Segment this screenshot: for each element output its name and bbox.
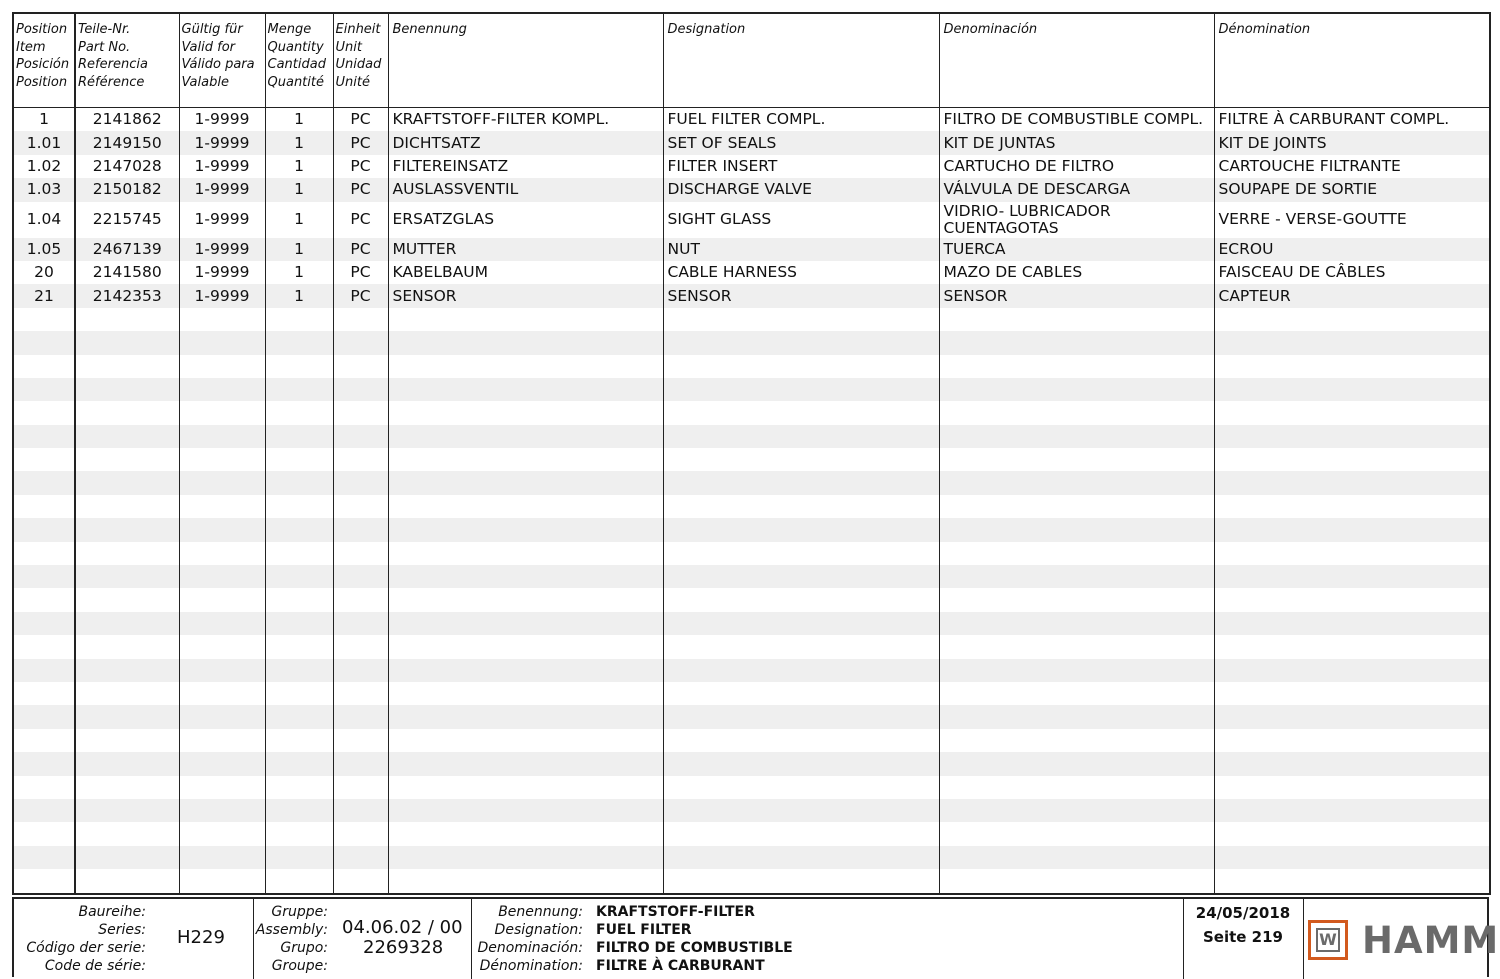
cell-unit: PC [333, 284, 388, 307]
cell-quantity: 1 [265, 238, 333, 261]
empty-row [13, 495, 1490, 518]
cell-valid-for: 1-9999 [179, 261, 265, 284]
cell-desc-es: KIT DE JUNTAS [939, 131, 1214, 154]
cell-position: 1.01 [13, 131, 75, 154]
col-header-en: Designation [663, 13, 939, 108]
cell-quantity: 1 [265, 108, 333, 132]
table-row [13, 238, 1490, 261]
page-number: Seite 219 [1203, 928, 1283, 946]
cell-position: 1.03 [13, 178, 75, 201]
cell-desc-en: CABLE HARNESS [663, 261, 939, 284]
logo-mark: W [1316, 928, 1340, 952]
col-header-de: Benennung [388, 13, 663, 108]
parts-rows [13, 108, 1490, 894]
cell-desc-de: DICHTSATZ [388, 131, 663, 154]
empty-row [13, 542, 1490, 565]
cell-part-no: 2149150 [75, 131, 179, 154]
cell-desc-en: SIGHT GLASS [663, 202, 939, 238]
table-row [13, 284, 1490, 307]
cell-desc-de: KABELBAUM [388, 261, 663, 284]
cell-desc-fr: CAPTEUR [1214, 284, 1490, 307]
col-header-unit: Einheit Unit Unidad Unité [333, 13, 388, 108]
series-labels: Baureihe: Series: Código der serie: Code de série: [26, 904, 146, 974]
cell-position: 1.04 [26, 210, 62, 229]
cell-part-no: 2215745 [75, 202, 179, 238]
table-row [13, 261, 1490, 284]
designation-cell [471, 899, 1183, 979]
cell-unit: PC [333, 131, 388, 154]
cell-desc-en: SENSOR [663, 284, 939, 307]
empty-row [13, 822, 1490, 845]
cell-desc-en: FILTER INSERT [663, 155, 939, 178]
empty-row [13, 682, 1490, 705]
series-value: H229 [177, 927, 225, 948]
empty-row [13, 705, 1490, 728]
cell-quantity: 1 [265, 178, 333, 201]
cell-position: 1.02 [26, 156, 62, 175]
cell-desc-es: VÁLVULA DE DESCARGA [939, 178, 1214, 201]
cell-desc-fr: VERRE - VERSE-GOUTTE [1214, 202, 1490, 238]
col-header-quantity: Menge Quantity Cantidad Quantité [265, 13, 333, 108]
group-cell [253, 899, 471, 979]
cell-valid-for: 1-9999 [179, 108, 265, 132]
empty-row [13, 378, 1490, 401]
empty-row [13, 752, 1490, 775]
empty-row [13, 729, 1490, 752]
empty-row [13, 471, 1490, 494]
cell-valid-for: 1-9999 [179, 131, 265, 154]
empty-row [13, 448, 1490, 471]
empty-row [13, 355, 1490, 378]
empty-row [13, 331, 1490, 354]
cell-position: 21 [13, 284, 75, 307]
parts-table [12, 12, 1491, 895]
empty-row [13, 612, 1490, 635]
empty-row [13, 869, 1490, 893]
hamm-logo-icon [1308, 920, 1348, 960]
cell-desc-fr: ECROU [1214, 238, 1490, 261]
cell-valid-for: 1-9999 [179, 155, 265, 178]
cell-valid-for: 1-9999 [179, 238, 265, 261]
cell-desc-de: MUTTER [388, 238, 663, 261]
empty-row [13, 565, 1490, 588]
col-header-fr: Dénomination [1214, 13, 1490, 108]
empty-row [13, 659, 1490, 682]
empty-row [13, 588, 1490, 611]
cell-desc-es: MAZO DE CABLES [939, 261, 1214, 284]
cell-desc-en: SET OF SEALS [663, 131, 939, 154]
cell-part-no: 2150182 [75, 178, 179, 201]
cell-unit: PC [333, 155, 388, 178]
table-row [13, 131, 1490, 154]
empty-row [13, 425, 1490, 448]
cell-desc-fr: CARTOUCHE FILTRANTE [1214, 155, 1490, 178]
series-cell [14, 899, 253, 979]
cell-desc-es: FILTRO DE COMBUSTIBLE COMPL. [939, 108, 1214, 132]
cell-valid-for: 1-9999 [179, 202, 265, 238]
cell-valid-for: 1-9999 [179, 284, 265, 307]
table-row [13, 202, 1490, 238]
col-header-position: Position Item Posición Position [13, 13, 75, 108]
cell-desc-es: CARTUCHO DE FILTRO [939, 155, 1214, 178]
cell-desc-de: SENSOR [388, 284, 663, 307]
cell-unit: PC [333, 178, 388, 201]
cell-desc-fr: KIT DE JOINTS [1214, 131, 1490, 154]
cell-desc-es: VIDRIO- LUBRICADOR CUENTAGOTAS [939, 202, 1214, 238]
logo-text: HAMM [1362, 919, 1500, 962]
cell-desc-fr: FILTRE À CARBURANT COMPL. [1214, 108, 1490, 132]
cell-valid-for: 1-9999 [179, 178, 265, 201]
cell-desc-fr: FAISCEAU DE CÂBLES [1214, 261, 1490, 284]
cell-part-no: 2141862 [75, 108, 179, 132]
col-header-es: Denominación [939, 13, 1214, 108]
cell-position: 1.05 [13, 238, 75, 261]
cell-desc-en: NUT [663, 238, 939, 261]
table-row [13, 108, 1490, 132]
cell-part-no: 2141580 [75, 261, 179, 284]
cell-desc-de: ERSATZGLAS [388, 202, 663, 238]
cell-position: 20 [34, 263, 54, 282]
col-header-part-no: Teile-Nr. Part No. Referencia Référence [75, 13, 179, 108]
cell-unit: PC [333, 261, 388, 284]
group-labels: Gruppe: Assembly: Grupo: Groupe: [255, 904, 328, 974]
assembly-value: 04.06.02 / 00 [342, 917, 463, 938]
cell-part-no: 2142353 [75, 284, 179, 307]
cell-desc-es: SENSOR [939, 284, 1214, 307]
empty-row [13, 635, 1490, 658]
empty-row [13, 518, 1490, 541]
empty-row [13, 401, 1490, 424]
cell-desc-en: FUEL FILTER COMPL. [663, 108, 939, 132]
cell-unit: PC [333, 108, 388, 132]
empty-row [13, 776, 1490, 799]
table-row [13, 178, 1490, 201]
empty-row [13, 799, 1490, 822]
designation-values: KRAFTSTOFF-FILTER FUEL FILTER FILTRO DE COMBUSTIBLE FILTRE À CARBURANT [596, 904, 793, 974]
cell-position: 1 [39, 110, 49, 129]
logo-cell [1303, 899, 1500, 979]
cell-quantity: 1 [265, 261, 333, 284]
cell-unit: PC [333, 202, 388, 238]
cell-quantity: 1 [265, 155, 333, 178]
cell-desc-es: TUERCA [939, 238, 1214, 261]
cell-desc-fr: SOUPAPE DE SORTIE [1214, 178, 1490, 201]
cell-quantity: 1 [265, 131, 333, 154]
cell-desc-en: DISCHARGE VALVE [663, 178, 939, 201]
col-header-valid-for: Gültig für Valid for Válido para Valable [179, 13, 265, 108]
cell-part-no: 2467139 [75, 238, 179, 261]
empty-row [13, 846, 1490, 869]
cell-quantity: 1 [265, 284, 333, 307]
group-value: 2269328 [363, 937, 444, 958]
cell-quantity: 1 [265, 202, 333, 238]
parts-list [12, 12, 1489, 886]
date-cell [1183, 899, 1303, 979]
title-block [12, 897, 1500, 977]
date-text: 24/05/2018 [1195, 904, 1291, 922]
designation-labels: Benennung: Designation: Denominación: Dénomination: [477, 904, 583, 974]
empty-row [13, 308, 1490, 331]
cell-unit: PC [333, 238, 388, 261]
cell-desc-de: KRAFTSTOFF-FILTER KOMPL. [388, 108, 663, 132]
header-row [13, 13, 1490, 108]
table-row [13, 155, 1490, 178]
cell-part-no: 2147028 [75, 155, 179, 178]
cell-desc-de: FILTEREINSATZ [388, 155, 663, 178]
cell-desc-de: AUSLASSVENTIL [388, 178, 663, 201]
